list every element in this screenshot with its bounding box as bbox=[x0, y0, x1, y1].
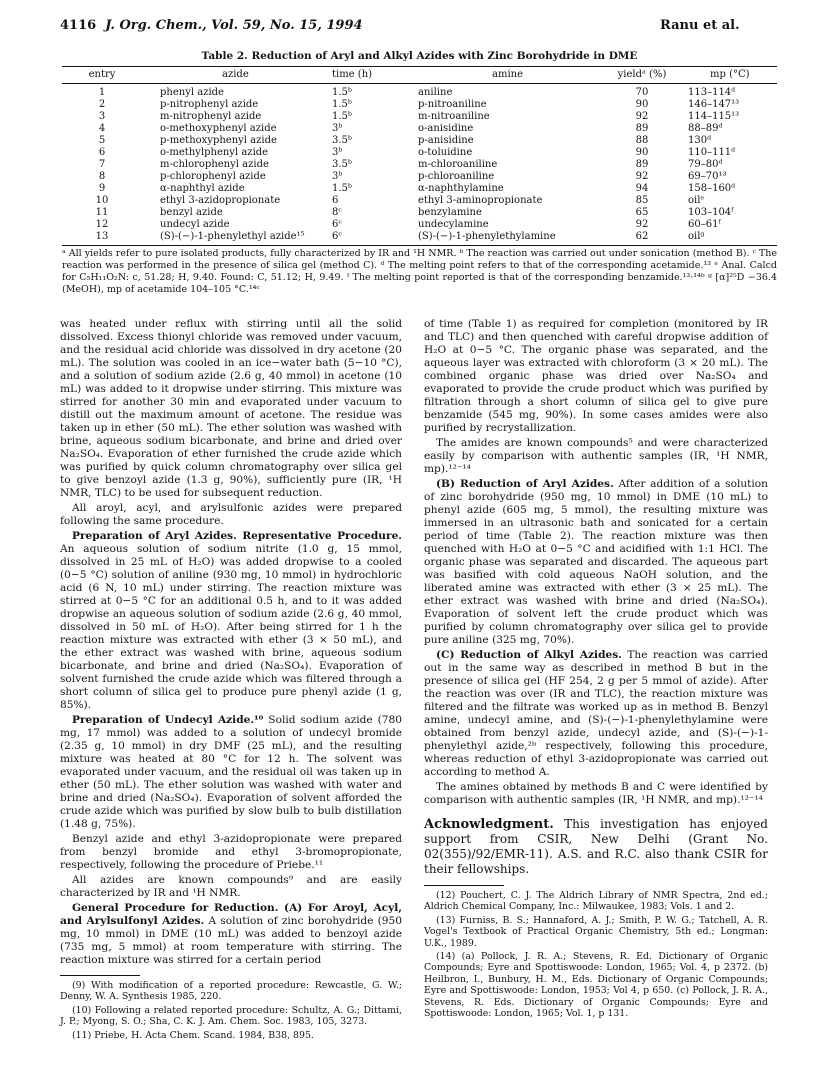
cell-mp: 103–104ᶠ bbox=[688, 207, 734, 218]
section-heading: (B) Reduction of Aryl Azides. bbox=[436, 478, 614, 490]
cell-entry: 12 bbox=[95, 219, 109, 230]
cell-entry: 8 bbox=[98, 171, 106, 182]
cell-entry: 11 bbox=[95, 207, 109, 218]
cell-azide: o-methoxyphenyl azide bbox=[160, 123, 277, 134]
cell-entry: 2 bbox=[98, 99, 106, 110]
table-bottom-rule bbox=[62, 245, 777, 246]
cell-mp: 60–61ᶠ bbox=[688, 219, 721, 230]
table-footnotes: ᵃ All yields refer to pure isolated products, fully characterized by IR and ¹H NMR. ᵇ The reaction was carried out under sonication (method B). ᶜ The reaction was performed in the presence of silica gel (method C). ᵈ The melting point refers to that of the corresponding acetamide.¹³ ᵉ Anal. Calcd for C₅H₁₁O₂N: c, 51.28; H, 9.40. Found: C, 51.12; H, 9.49. ᶠ The melting point reported is that of the corresponding benzamide.¹³·¹⁴ᵇ ᵍ [α]²⁵D −36.4 (MeOH), mp of acetamide 104–105 °C.¹⁴ᶜ bbox=[62, 248, 777, 295]
cell-time: 6 bbox=[332, 195, 339, 206]
cell-time: 1.5ᵇ bbox=[332, 111, 352, 122]
paragraph bbox=[60, 530, 402, 712]
col-header-amine: amine bbox=[492, 69, 524, 80]
cell-entry: 1 bbox=[98, 87, 106, 98]
acknowledgment bbox=[424, 817, 768, 877]
paragraph: The amides are known compounds⁵ and were characterized easily by comparison with authentic samples (IR, ¹H NMR, mp).¹²⁻¹⁴ bbox=[424, 437, 768, 475]
cell-entry: 10 bbox=[95, 195, 109, 206]
cell-azide: α-naphthyl azide bbox=[160, 183, 245, 194]
section-heading: Preparation of Undecyl Azide.¹⁰ bbox=[72, 714, 264, 726]
cell-amine: ethyl 3-aminopropionate bbox=[418, 195, 543, 206]
paragraph: All aroyl, acyl, and arylsulfonic azides were prepared following the same procedure. bbox=[60, 502, 402, 527]
cell-yield: 88 bbox=[635, 135, 649, 146]
footnote: (13) Furniss, B. S.; Hannaford, A. J.; Smith, P. W. G.; Tatchell, A. R. Vogel's Textbook of Practical Organic Chemistry, 5th ed.; Longman: U.K., 1989. bbox=[424, 914, 768, 949]
paragraph: Benzyl azide and ethyl 3-azidopropionate were prepared from benzyl bromide and ethyl 3-bromopropionate, respectively, following the procedure of Priebe.¹¹ bbox=[60, 833, 402, 871]
cell-yield: 90 bbox=[635, 147, 649, 158]
cell-mp: 113–114ᵈ bbox=[688, 87, 736, 98]
left-column bbox=[60, 318, 402, 1043]
cell-yield: 92 bbox=[635, 111, 649, 122]
col-header-azide: azide bbox=[222, 69, 249, 80]
cell-yield: 65 bbox=[635, 207, 649, 218]
col-header-yield: yieldᵃ (%) bbox=[617, 69, 667, 80]
cell-amine: p-anisidine bbox=[418, 135, 474, 146]
col-header-time: time (h) bbox=[332, 69, 373, 80]
footnote-rule bbox=[424, 885, 504, 886]
cell-amine: o-toluidine bbox=[418, 147, 473, 158]
section-heading: Preparation of Aryl Azides. Representative Procedure. bbox=[72, 530, 402, 542]
cell-amine: (S)-(−)-1-phenylethylamine bbox=[418, 231, 556, 242]
cell-amine: m-nitroaniline bbox=[418, 111, 490, 122]
cell-mp: 110–111ᵈ bbox=[688, 147, 736, 158]
footnote-rule bbox=[60, 975, 140, 976]
paragraph bbox=[424, 478, 768, 647]
running-header-left bbox=[60, 18, 363, 33]
cell-yield: 62 bbox=[635, 231, 649, 242]
cell-time: 6ᶜ bbox=[332, 219, 342, 230]
acknowledgment-heading: Acknowledgment. bbox=[424, 817, 554, 832]
cell-amine: o-anisidine bbox=[418, 123, 474, 134]
cell-azide: m-chlorophenyl azide bbox=[160, 159, 269, 170]
cell-entry: 13 bbox=[95, 231, 109, 242]
cell-amine: undecylamine bbox=[418, 219, 489, 230]
cell-azide: (S)-(−)-1-phenylethyl azide¹⁵ bbox=[160, 231, 305, 242]
volume-info: Vol. 59, No. 15, 1994 bbox=[211, 18, 363, 33]
cell-azide: benzyl azide bbox=[160, 207, 223, 218]
col-header-entry: entry bbox=[88, 69, 116, 80]
cell-mp: 69–70¹³ bbox=[688, 171, 727, 182]
table-row bbox=[62, 230, 777, 243]
running-header-authors: Ranu et al. bbox=[660, 18, 740, 33]
cell-yield: 92 bbox=[635, 171, 649, 182]
paragraph: of time (Table 1) as required for completion (monitored by IR and TLC) and then quenched with careful dropwise addition of H₂O at 0−5 °C. The organic phase was separated, and the aqueous layer was extracted with chloroform (3 × 20 mL). The combined organic phase was dried over Na₂SO₄ and evaporated to provide the crude product which was purified by filtration through a short column of silica gel to give pure benzamide (545 mg, 90%). In some cases amides were also purified by recrystallization. bbox=[424, 318, 768, 434]
paragraph-text: An aqueous solution of sodium nitrite (1.0 g, 15 mmol, dissolved in 25 mL of H₂O) was added dropwise to a cooled (0−5 °C) solution of aniline (930 mg, 10 mmol) in hydrochloric acid (6 N, 10 mL) under stirring. The reaction mixture was stirred at 0−5 °C for an additional 0.5 h, and to it was added dropwise an aqueous solution of sodium azide (2.6 g, 40 mmol, dissolved in 50 mL of H₂O). After being stirred for 1 h the reaction mixture was extracted with ether (3 × 50 mL), and the ether extract was washed with brine, aqueous sodium bicarbonate, and brine and dried (Na₂SO₄). Evaporation of solvent furnished the crude azide which was filtered through a short column of silica gel to produce pure phenyl azide (1 g, 85%). bbox=[60, 543, 402, 711]
section-heading: General Procedure for Reduction. (A) For Aroyl, Acyl, and Arylsulfonyl Azides. bbox=[60, 902, 402, 927]
cell-time: 8ᶜ bbox=[332, 207, 342, 218]
cell-time: 3ᵇ bbox=[332, 147, 343, 158]
paragraph-text: Solid sodium azide (780 mg, 17 mmol) was added to a solution of undecyl bromide (2.35 g, 10 mmol) in dry DMF (25 mL), and the resulting mixture was heated at 80 °C for 12 h. The solvent was evaporated under vacuum, and the residual oil was taken up in ether (50 mL). The ether solution was washed with water and brine and dried (Na₂SO₄). Evaporation of solvent afforded the crude azide which was purified by slow bulb to bulb distillation (1.48 g, 75%). bbox=[60, 714, 402, 830]
cell-mp: 114–115¹³ bbox=[688, 111, 740, 122]
cell-amine: p-chloroaniline bbox=[418, 171, 495, 182]
cell-yield: 92 bbox=[635, 219, 649, 230]
paragraph: The amines obtained by methods B and C were identified by comparison with authentic samples (IR, ¹H NMR, and mp).¹²⁻¹⁴ bbox=[424, 781, 768, 806]
cell-entry: 7 bbox=[98, 159, 106, 170]
table-header-row bbox=[62, 68, 777, 81]
paragraph-text: A solution of zinc borohydride (950 mg, 10 mmol) in DME (10 mL) was added to benzoyl azide (735 mg, 5 mmol) at room temperature with stirring. The reaction mixture was stirred for a certain period bbox=[60, 915, 402, 966]
cell-amine: benzylamine bbox=[418, 207, 482, 218]
cell-yield: 94 bbox=[635, 183, 649, 194]
col-header-mp: mp (°C) bbox=[710, 69, 750, 80]
cell-azide: o-methylphenyl azide bbox=[160, 147, 269, 158]
section-heading: (C) Reduction of Alkyl Azides. bbox=[436, 649, 622, 661]
paragraph: All azides are known compounds⁹ and are easily characterized by IR and ¹H NMR. bbox=[60, 874, 402, 899]
cell-amine: aniline bbox=[418, 87, 453, 98]
cell-azide: p-nitrophenyl azide bbox=[160, 99, 259, 110]
table-title: Table 2. Reduction of Aryl and Alkyl Azides with Zinc Borohydride in DME bbox=[201, 50, 638, 62]
cell-entry: 5 bbox=[98, 135, 106, 146]
cell-entry: 6 bbox=[98, 147, 106, 158]
paragraph bbox=[60, 714, 402, 831]
footnote: (11) Priebe, H. Acta Chem. Scand. 1984, B38, 895. bbox=[72, 1029, 314, 1041]
cell-mp: 146–147¹³ bbox=[688, 99, 740, 110]
paragraph bbox=[424, 649, 768, 779]
cell-azide: ethyl 3-azidopropionate bbox=[160, 195, 281, 206]
paragraph: was heated under reflux with stirring until all the solid dissolved. Excess thionyl chloride was removed under vacuum, and the residual acid chloride was dissolved in dry acetone (20 mL). The solution was cooled in an ice−water bath (5−10 °C), and a solution of sodium azide (2.6 g, 40 mmol) in acetone (10 mL) was added to it dropwise under stirring. This mixture was stirred for another 30 min and evaporated under vacuum to distill out the maximum amount of acetone. The residue was taken up in ether (50 mL). The ether solution was washed with brine, aqueous sodium bicarbonate, and brine and dried over Na₂SO₄. Evaporation of ether furnished the crude azide which was purified by quick column chromatography over silica gel to give benzoyl azide (1.3 g, 90%), sufficiently pure (IR, ¹H NMR, TLC) to be used for subsequent reduction. bbox=[60, 318, 402, 499]
cell-time: 1.5ᵇ bbox=[332, 183, 352, 194]
cell-time: 3ᵇ bbox=[332, 171, 343, 182]
cell-entry: 9 bbox=[98, 183, 106, 194]
cell-time: 1.5ᵇ bbox=[332, 87, 352, 98]
cell-amine: m-chloroaniline bbox=[418, 159, 498, 170]
footnote: (14) (a) Pollock, J. R. A.; Stevens, R. Ed. Dictionary of Organic Compounds; Eyre and Spottiswoode: London, 1965; Vol. 4, p 2372. (b) Heilbron, I., Bunbury, H. M., Eds. Dictionary of Organic Compounds; Eyre and Spottiswoode: London, 1953; Vol 4, p 650. (c) Pollock, J. R. A., Stevens, R. Eds. Dictionary of Organic Compounds; Eyre and Spottiswoode: London, 1965; Vol. 1, p 131. bbox=[424, 951, 768, 1020]
cell-yield: 85 bbox=[635, 195, 649, 206]
cell-mp: 88–89ᵈ bbox=[688, 123, 723, 134]
cell-mp: 79–80ᵈ bbox=[688, 159, 723, 170]
cell-azide: phenyl azide bbox=[160, 87, 224, 98]
footnote: (12) Pouchert, C. J. The Aldrich Library of NMR Spectra, 2nd ed.; Aldrich Chemical Company, Inc.: Milwaukee, 1983; Vols. 1 and 2. bbox=[424, 890, 768, 913]
cell-azide: undecyl azide bbox=[160, 219, 230, 230]
cell-azide: p-methoxyphenyl azide bbox=[160, 135, 277, 146]
cell-yield: 90 bbox=[635, 99, 649, 110]
table-top-rule bbox=[62, 66, 777, 67]
acknowledgment-text: This investigation has enjoyed support from CSIR, New Delhi (Grant No. 02(355)/92/EMR-11). A.S. and R.C. also thank CSIR for their fellowships. bbox=[424, 817, 768, 876]
cell-time: 6ᶜ bbox=[332, 231, 342, 242]
cell-mp: 130ᵈ bbox=[688, 135, 712, 146]
cell-amine: α-naphthylamine bbox=[418, 183, 504, 194]
cell-entry: 3 bbox=[98, 111, 106, 122]
footnote: (9) With modification of a reported procedure: Rewcastle, G. W.; Denny, W. A. Synthesis 1985, 220. bbox=[60, 980, 402, 1003]
cell-azide: m-nitrophenyl azide bbox=[160, 111, 262, 122]
cell-time: 3.5ᵇ bbox=[332, 159, 352, 170]
paragraph bbox=[60, 902, 402, 967]
cell-azide: p-chlorophenyl azide bbox=[160, 171, 266, 182]
table-header-rule bbox=[62, 83, 777, 84]
cell-yield: 89 bbox=[635, 159, 649, 170]
cell-mp: oilᵉ bbox=[688, 195, 705, 206]
paragraph-text: After addition of a solution of zinc borohydride (950 mg, 10 mmol) in DME (10 mL) to phenyl azide (605 mg, 5 mmol), the resulting mixture was immersed in an ultrasonic bath and sonicated for a certain period of time (Table 2). The reaction mixture was then quenched with H₂O at 0−5 °C and acidified with 1:1 HCl. The organic phase was separated and discarded. The aqueous part was basified with cold aqueous NaOH solution, and the liberated amine was extracted with ether (3 × 25 mL). The ether extract was washed with brine and dried (Na₂SO₄). Evaporation of solvent left the crude product which was purified by column chromatography over silica gel to provide pure aniline (325 mg, 70%). bbox=[424, 478, 768, 646]
footnote: (10) Following a related reported procedure: Schultz, A. G.; Dittami, J. P.; Myong, S. O.; Sha, C. K. J. Am. Chem. Soc. 1983, 105, 3273. bbox=[60, 1004, 402, 1028]
cell-yield: 70 bbox=[635, 87, 649, 98]
cell-time: 3.5ᵇ bbox=[332, 135, 352, 146]
page-number: 4116 bbox=[60, 18, 97, 33]
cell-entry: 4 bbox=[98, 123, 106, 134]
cell-time: 1.5ᵇ bbox=[332, 99, 352, 110]
cell-mp: 158–160ᵈ bbox=[688, 183, 736, 194]
cell-mp: oilᵍ bbox=[688, 231, 705, 242]
journal-name: J. Org. Chem., bbox=[105, 18, 207, 33]
paragraph-text: The reaction was carried out in the same way as described in method B but in the presence of silica gel (HF 254, 2 g per 5 mmol of azide). After the reaction was over (IR and TLC), the reaction mixture was filtered and the filtrate was worked up as in method B. Benzyl amine, undecyl amine, and (S)-(−)-1-phenylethylamine were obtained from benzyl azide, undecyl azide, and (S)-(−)-1-phenylethyl azide,²ᵇ respectively, following this procedure, whereas reduction of ethyl 3-azidopropionate was carried out according to method A. bbox=[424, 649, 768, 778]
right-column bbox=[424, 318, 768, 1021]
cell-time: 3ᵇ bbox=[332, 123, 343, 134]
cell-yield: 89 bbox=[635, 123, 649, 134]
cell-amine: p-nitroaniline bbox=[418, 99, 487, 110]
